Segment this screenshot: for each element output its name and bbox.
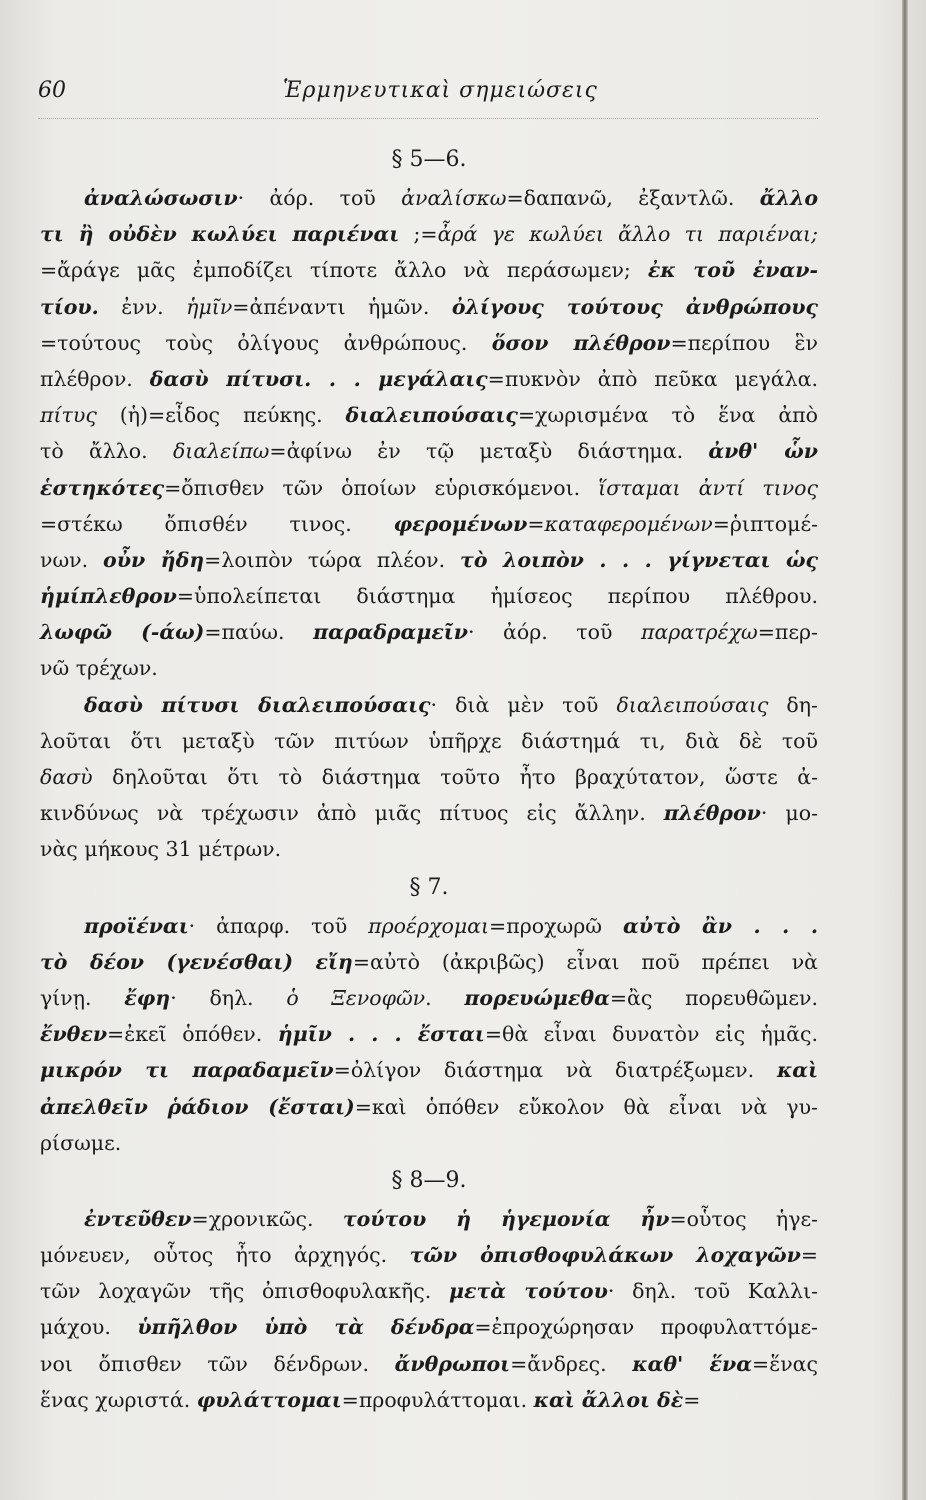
gloss-text: =προφυλάττομαι. bbox=[341, 1387, 534, 1412]
gloss-text: =χρονικῶς. bbox=[191, 1206, 343, 1231]
gloss-text: ρίσωμε. bbox=[40, 1130, 122, 1155]
italic-term: ἵσταμαι ἀντί τινος bbox=[598, 475, 818, 500]
gloss-text: =περίπου ἓν bbox=[670, 330, 818, 355]
gloss-text: =ἐπροχώρησαν προφυλαττόμε- bbox=[474, 1315, 818, 1340]
text-line bbox=[40, 289, 818, 325]
lemma-term: τούτου ἡ ἡγεμονία ἦν bbox=[342, 1206, 670, 1231]
text-line bbox=[40, 1125, 818, 1161]
lemma-term: ἐκ τοῦ ἐναν- bbox=[647, 258, 818, 283]
lemma-term: ὀλίγους τούτους ἀνθρώπους bbox=[451, 294, 818, 319]
lemma-term: καὶ bbox=[776, 1058, 818, 1083]
lemma-term: ἄλλο bbox=[759, 186, 818, 210]
gloss-text: =λοιπὸν τώρα πλέον. bbox=[204, 547, 461, 572]
page-body bbox=[40, 140, 818, 1418]
gloss-text: μόνευεν, οὗτος ἦτο ἀρχηγός. bbox=[40, 1243, 410, 1268]
lemma-term: πορευώμεθα bbox=[464, 985, 610, 1010]
gloss-text: · δηλ. bbox=[170, 985, 287, 1010]
lemma-term: καθ' ἕνα bbox=[632, 1351, 753, 1376]
text-line bbox=[40, 980, 818, 1016]
gloss-text: =ἀφίνω ἐν τῷ μεταξὺ διάστημα. bbox=[269, 439, 709, 464]
text-line bbox=[40, 180, 818, 216]
gloss-text: νων. bbox=[40, 547, 104, 572]
gloss-text: =ἀπέναντι ἡμῶν. bbox=[232, 294, 452, 319]
italic-term: ἀναλίσκω bbox=[401, 186, 507, 210]
gloss-text: =προχωρῶ bbox=[489, 913, 623, 938]
text-line bbox=[40, 831, 818, 867]
italic-term: διαλειπούσαις bbox=[616, 692, 769, 717]
gloss-text: =καὶ ὁπόθεν εὔκολον θὰ εἶναι νὰ γυ- bbox=[354, 1094, 818, 1119]
text-line bbox=[40, 397, 818, 433]
page-edge bbox=[902, 0, 908, 1500]
lemma-term: τι ἢ οὐδὲν κωλύει παριέναι bbox=[40, 222, 400, 247]
italic-term: ἆρά γε κωλύει ἄλλο τι παριέναι; bbox=[437, 222, 819, 247]
page-number: 60 bbox=[38, 78, 66, 103]
gloss-text: =θὰ εἶναι δυνατὸν εἰς ἡμᾶς. bbox=[484, 1022, 819, 1047]
lemma-term: τῶν ὀπισθοφυλάκων λοχαγῶν bbox=[409, 1243, 801, 1268]
text-line bbox=[40, 252, 818, 288]
gloss-text: τὸ ἄλλο. bbox=[40, 439, 173, 464]
gloss-text: = bbox=[683, 1387, 701, 1412]
text-line bbox=[40, 433, 818, 469]
lemma-term: ὑπῆλθον ὑπὸ τὰ δένδρα bbox=[137, 1315, 475, 1340]
text-line bbox=[40, 1089, 818, 1125]
gloss-text: κινδύνως νὰ τρέχωσιν ἀπὸ μιᾶς πίτυος εἰς ἄλλην. bbox=[40, 801, 664, 826]
italic-term: καταφερομένων bbox=[544, 511, 713, 536]
gloss-text: δη- bbox=[768, 692, 818, 717]
gloss-text: =χωρισμένα τὸ ἕνα ἀπὸ bbox=[517, 403, 818, 428]
gloss-text: ;= bbox=[399, 222, 438, 247]
gloss-text: · ἀόρ. τοῦ bbox=[237, 186, 402, 210]
gloss-text: λοῦται ὅτι μεταξὺ τῶν πιτύων ὑπῆρχε διάστημά τι, διὰ δὲ τοῦ bbox=[40, 728, 818, 753]
lemma-term: τὸ δέον (γενέσθαι) εἴη bbox=[40, 949, 353, 974]
section-heading: § 5—6. bbox=[391, 147, 467, 172]
text-line bbox=[40, 1309, 818, 1345]
lemma-term: ἀνθ' ὧν bbox=[708, 439, 818, 464]
gloss-text: νὰς μήκους 31 μέτρων. bbox=[40, 837, 282, 862]
italic-term: πίτυς bbox=[40, 403, 97, 428]
paragraph bbox=[40, 180, 818, 687]
gloss-text: =παύω. bbox=[204, 620, 314, 645]
lemma-term: διαλειπούσαις bbox=[345, 403, 518, 428]
paragraph bbox=[40, 908, 818, 1161]
running-title: Ἑρμηνευτικαὶ σημειώσεις bbox=[283, 78, 598, 103]
text-line bbox=[40, 506, 818, 542]
gloss-text: =ἄράγε μᾶς ἐμποδίζει τίποτε ἄλλο νὰ περάσωμεν; bbox=[40, 258, 648, 283]
gloss-text: =ὄπισθεν τῶν ὁποίων εὑρισκόμενοι. bbox=[164, 475, 599, 500]
lemma-term: ἄνθρωποι bbox=[394, 1351, 511, 1376]
italic-term: προέρχομαι bbox=[368, 913, 490, 938]
lemma-term: ἑστηκότες bbox=[40, 475, 165, 500]
gloss-text: νῶ τρέχων. bbox=[40, 656, 158, 681]
text-line bbox=[40, 1201, 818, 1237]
lemma-term: μικρόν τι παραδαμεῖν bbox=[40, 1058, 334, 1083]
gloss-text: ἕνας χωριστά. bbox=[40, 1387, 197, 1412]
lemma-term: ὅσον πλέθρον bbox=[491, 330, 671, 355]
text-line bbox=[40, 1237, 818, 1273]
gloss-text: = bbox=[527, 511, 545, 536]
gloss-text: ἐνν. bbox=[98, 294, 187, 319]
page-header bbox=[38, 78, 818, 119]
text-line bbox=[40, 216, 818, 252]
italic-term: παρατρέχω bbox=[640, 620, 758, 645]
lemma-term: ἐντεῦθεν bbox=[84, 1206, 192, 1231]
lemma-term: ἡμίπλεθρον bbox=[40, 584, 177, 609]
gloss-text: · ἀπαρφ. τοῦ bbox=[188, 913, 369, 938]
gloss-text: =ῥιπτομέ- bbox=[712, 511, 818, 536]
text-line bbox=[40, 1382, 818, 1418]
italic-term: δασὺ bbox=[40, 765, 93, 789]
gloss-text: =τούτους τοὺς ὀλίγους ἀνθρώπους. bbox=[40, 330, 492, 355]
italic-term: ὁ Ξενοφῶν bbox=[286, 985, 426, 1010]
gloss-text: (ἡ)=εἶδος πεύκης. bbox=[96, 403, 346, 428]
text-line bbox=[40, 1346, 818, 1382]
lemma-term: φυλάττομαι bbox=[196, 1387, 342, 1412]
gloss-text: =ἂς πορευθῶμεν. bbox=[609, 985, 818, 1010]
text-line bbox=[40, 1273, 818, 1309]
lemma-term: ἀναλώσωσιν bbox=[84, 186, 238, 210]
lemma-term: δασὺ πίτυσι διαλειπούσαις bbox=[84, 692, 431, 717]
lemma-term: μετὰ τούτου bbox=[449, 1279, 608, 1304]
text-line bbox=[40, 542, 818, 578]
text-line bbox=[40, 325, 818, 361]
lemma-term: πλέθρον bbox=[663, 801, 761, 826]
text-line bbox=[40, 944, 818, 980]
italic-term: διαλείπω bbox=[172, 439, 270, 464]
text-line bbox=[40, 1052, 818, 1088]
gloss-text: δηλοῦται ὅτι τὸ διάστημα τοῦτο ἦτο βραχύτατον, ὥστε ἀ- bbox=[92, 765, 818, 789]
text-line bbox=[40, 650, 818, 686]
gloss-text: =ὀλίγον διάστημα νὰ διατρέξωμεν. bbox=[333, 1058, 777, 1083]
lemma-term: προϊέναι bbox=[84, 913, 189, 938]
gloss-text: · δηλ. τοῦ Καλλι- bbox=[607, 1279, 819, 1304]
lemma-term: οὖν ἤδη bbox=[103, 547, 205, 572]
gloss-text: = bbox=[800, 1243, 819, 1268]
lemma-term: καὶ ἄλλοι δὲ bbox=[533, 1387, 684, 1412]
lemma-term: φερομένων bbox=[393, 511, 528, 536]
lemma-term: ἔφη bbox=[124, 985, 171, 1010]
lemma-term: τίου. bbox=[40, 294, 99, 319]
paragraph bbox=[40, 687, 818, 868]
text-line bbox=[40, 795, 818, 831]
lemma-term: δασὺ πίτυσι. . . μεγάλαις bbox=[149, 366, 488, 391]
text-line bbox=[40, 1016, 818, 1052]
gloss-text: =ἐκεῖ ὁπόθεν. bbox=[107, 1022, 278, 1047]
gloss-text: =οὗτος ἡγε- bbox=[669, 1206, 818, 1231]
gloss-text: πλέθρον. bbox=[40, 366, 150, 391]
text-line bbox=[40, 614, 818, 650]
gloss-text: μάχου. bbox=[40, 1315, 138, 1340]
section-heading: § 8—9. bbox=[391, 1167, 467, 1193]
lemma-term: τὸ λοιπὸν . . . γίγνεται ὡς bbox=[460, 547, 818, 572]
gloss-text: =περ- bbox=[757, 620, 818, 645]
gloss-text: γίνῃ. bbox=[40, 985, 125, 1010]
lemma-term: παραδραμεῖν bbox=[313, 620, 468, 645]
lemma-term: ἀπελθεῖν ῥάδιον (ἔσται) bbox=[40, 1094, 355, 1119]
gloss-text: · μο- bbox=[760, 801, 818, 826]
gloss-text: · ἀόρ. τοῦ bbox=[467, 620, 641, 645]
lemma-term: αὐτὸ ἂν . . . bbox=[622, 913, 819, 938]
gloss-text: =ἕνας bbox=[752, 1351, 818, 1376]
gloss-text: . bbox=[425, 985, 465, 1010]
gloss-text: =δαπανῶ, ἐξαντλῶ. bbox=[506, 186, 760, 210]
gloss-text: νοι ὄπισθεν τῶν δένδρων. bbox=[40, 1351, 395, 1376]
lemma-term: ἡμῖν . . . ἔσται bbox=[277, 1022, 485, 1047]
lemma-term: ἔνθεν bbox=[40, 1022, 108, 1047]
gloss-text: =ὑπολείπεται διάστημα ἡμίσεος περίπου πλέθρου. bbox=[176, 584, 818, 609]
gloss-text: τῶν λοχαγῶν τῆς ὀπισθοφυλακῆς. bbox=[40, 1279, 449, 1304]
paragraph bbox=[40, 1201, 818, 1418]
text-line bbox=[40, 470, 818, 506]
gloss-text: =αὐτὸ (ἀκριβῶς) εἶναι ποῦ πρέπει νὰ bbox=[352, 949, 818, 974]
text-line bbox=[40, 759, 818, 795]
section-heading: § 7. bbox=[409, 874, 449, 900]
text-line bbox=[40, 687, 818, 723]
gloss-text: =ἄνδρες. bbox=[510, 1351, 633, 1376]
text-line bbox=[40, 723, 818, 759]
italic-term: ἡμῖν bbox=[186, 294, 233, 319]
text-line bbox=[40, 908, 818, 944]
gloss-text: =πυκνὸν ἀπὸ πεῦκα μεγάλα. bbox=[487, 366, 818, 391]
gloss-text: =στέκω ὄπισθέν τινος. bbox=[40, 511, 394, 536]
text-line bbox=[40, 361, 818, 397]
lemma-term: λωφῶ (-άω) bbox=[40, 620, 205, 645]
gloss-text: · διὰ μὲν τοῦ bbox=[430, 692, 617, 717]
text-line bbox=[40, 578, 818, 614]
